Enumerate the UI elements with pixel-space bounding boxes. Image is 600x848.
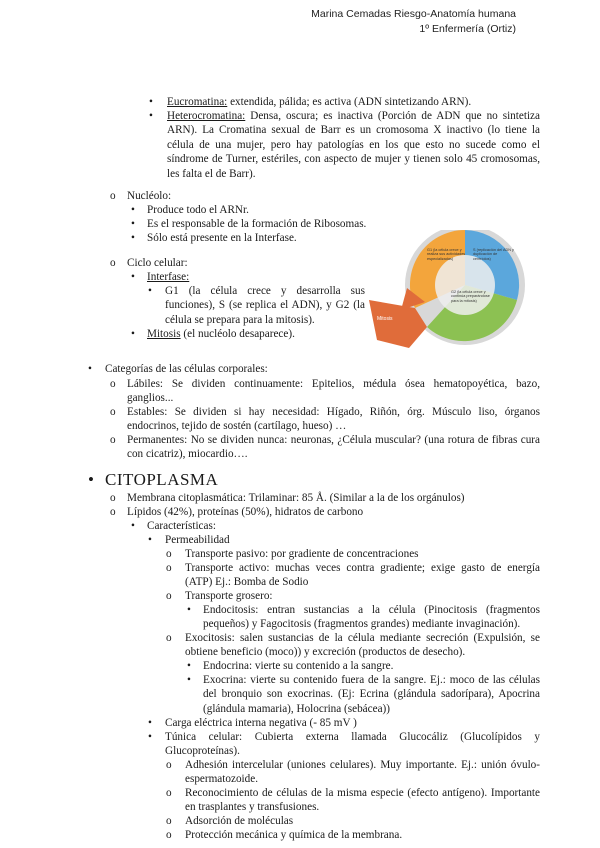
bullet-o: o	[166, 787, 172, 799]
ciclo-title: Ciclo celular:	[127, 257, 188, 269]
bullet: •	[88, 470, 95, 489]
cycle-g1-label: G1 (la célula crece y realiza sus actividades especializadas)	[427, 248, 466, 261]
permeabilidad-title: Permeabilidad	[165, 534, 230, 546]
adsorcion-text: Adsorción de moléculas	[185, 815, 294, 827]
bullet: •	[131, 204, 135, 216]
bullet: •	[187, 604, 191, 616]
cycle-mitosis-label: Mitosis	[377, 316, 393, 322]
tunica-text: Túnica celular: Cubierta externa llamada Glucocáliz (Glucolípidos y Glucoproteínas).	[165, 731, 540, 758]
bullet: •	[148, 717, 152, 729]
nucleolo-title: Nucléolo:	[127, 190, 172, 202]
eucromatina-term: Eucromatina:	[167, 96, 228, 108]
proteccion-text: Protección mecánica y química de la membrana.	[185, 829, 403, 841]
bullet-o: o	[110, 190, 116, 202]
transporte-activo: Transporte activo: muchas veces contra gradiente; exige gasto de energía (ATP) Ej.: Bomba de Sodio	[185, 562, 540, 589]
mitosis-text: (el nucléolo desaparece).	[180, 328, 295, 340]
bullet: •	[131, 328, 135, 340]
interfase-term: Interfase:	[147, 271, 190, 283]
mitosis-line	[147, 327, 295, 341]
bullet-o: o	[110, 406, 116, 418]
adhesion-text: Adhesión intercelular (uniones celulares). Muy importante. Ej.: unión óvulo-espermatozoide.	[185, 759, 540, 786]
transporte-grosero: Transporte grosero:	[185, 590, 273, 602]
bullet-o: o	[110, 506, 116, 518]
hetero-term: Heterocromatina:	[167, 110, 246, 122]
bullet: •	[131, 271, 135, 283]
exocitosis-text: Exocitosis: salen sustancias de la célula mediante secreción (Expulsión, se obtiene beneficio (moco)) y excreción (productos de desecho).	[185, 632, 540, 659]
bullet: •	[131, 520, 135, 532]
bullet-o: o	[110, 492, 116, 504]
bullet-o: o	[166, 590, 172, 602]
interfase-text: G1 (la célula crece y desarrolla sus funciones), S (se replica el ADN), y G2 (la célula se prepara para la mitosis).	[165, 285, 365, 326]
bullet: •	[148, 731, 152, 743]
bullet: •	[131, 218, 135, 230]
citoplasma-title: CITOPLASMA	[105, 470, 219, 489]
exocrina-text: Exocrina: vierte su contenido fuera de la sangre. Ej.: moco de las células del bronquio son exocrinas. (Ej: Ecrina (glándula sadorípara), Apocrina (glándula mamaria), Holocrina (sebácea))	[203, 674, 540, 715]
carga-text: Carga eléctrica interna negativa (- 85 mV )	[165, 717, 357, 729]
reconocimiento-text: Reconocimiento de células de la misma especie (efecto antígeno). Importante en trasplantes y transfusiones.	[185, 787, 540, 814]
heterocromatina-paragraph	[167, 109, 540, 181]
membrana-text: Membrana citoplasmática: Trilaminar: 85 Å. (Similar a la de los orgánulos)	[127, 492, 465, 504]
bullet-o: o	[110, 378, 116, 390]
bullet: •	[149, 96, 153, 108]
bullet: •	[148, 534, 152, 546]
header-course: 1º Enfermería (Ortiz)	[419, 23, 516, 35]
mitosis-term: Mitosis	[147, 328, 181, 340]
eucromatina-line	[167, 95, 471, 109]
cycle-g2-label: G2 (la célula crece y continúa preparándose para la mitosis)	[451, 290, 490, 303]
categorias-labiles: Lábiles: Se dividen continuamente: Epitelios, médula ósea hematopoyética, bazo, ganglios...	[127, 378, 540, 405]
endocrina-text: Endocrina: vierte su contenido a la sangre.	[203, 660, 394, 672]
bullet: •	[149, 110, 153, 122]
hetero-text: Densa, oscura; es inactiva (Porción de ADN que no sintetiza ARN). La Cromatina sexual de Barr es un cromosoma X inactivo (lo tiene la célula de una mujer, pero hay patologías en los que esto no sucede como el síndrome de Turner, estériles, con aspecto de mujer y tienen solo 45 cromosomas, les falta el de Barr).	[167, 110, 540, 180]
categorias-estables: Estables: Se dividen si hay necesidad: Hígado, Riñón, órg. Músculo liso, órganos endocrinos, tejido de sostén (cartílago, hueso) …	[127, 406, 540, 433]
bullet: •	[148, 285, 152, 297]
header-author: Marina Cemadas Riesgo-Anatomía humana	[311, 8, 516, 20]
bullet: •	[131, 232, 135, 244]
bullet-o: o	[166, 632, 172, 644]
bullet-o: o	[166, 829, 172, 841]
endocitosis-text: Endocitosis: entran sustancias a la célula (Pinocitosis (fragmentos pequeños) y Fagocitosis (fragmentos grandes) mediante invaginación).	[203, 604, 540, 631]
caracteristicas-title: Características:	[147, 520, 216, 532]
nucleolo-item: Es el responsable de la formación de Ribosomas.	[147, 218, 367, 230]
categorias-permanentes: Permanentes: No se dividen nunca: neuronas, ¿Célula muscular? (una rotura de fibras cura con cicatriz), miocardio….	[127, 434, 540, 461]
bullet-o: o	[166, 815, 172, 827]
nucleolo-item: Sólo está presente en la Interfase.	[147, 232, 297, 244]
cycle-s-label: S (replicación del ADN y duplicación de centríolos)	[473, 248, 514, 261]
bullet: •	[187, 660, 191, 672]
bullet-o: o	[110, 434, 116, 446]
bullet: •	[88, 363, 92, 375]
categorias-title: Categorías de las células corporales:	[105, 363, 268, 375]
bullet-o: o	[166, 562, 172, 574]
eucromatina-text: extendida, pálida; es activa (ADN sintetizando ARN).	[227, 96, 472, 108]
bullet-o: o	[166, 759, 172, 771]
bullet: •	[187, 674, 191, 686]
cell-cycle-diagram	[367, 230, 527, 355]
bullet-o: o	[110, 257, 116, 269]
bullet-o: o	[166, 548, 172, 560]
transporte-pasivo: Transporte pasivo: por gradiente de concentraciones	[185, 548, 419, 560]
nucleolo-item: Produce todo el ARNr.	[147, 204, 249, 216]
lipidos-text: Lípidos (42%), proteínas (50%), hidratos de carbono	[127, 506, 364, 518]
